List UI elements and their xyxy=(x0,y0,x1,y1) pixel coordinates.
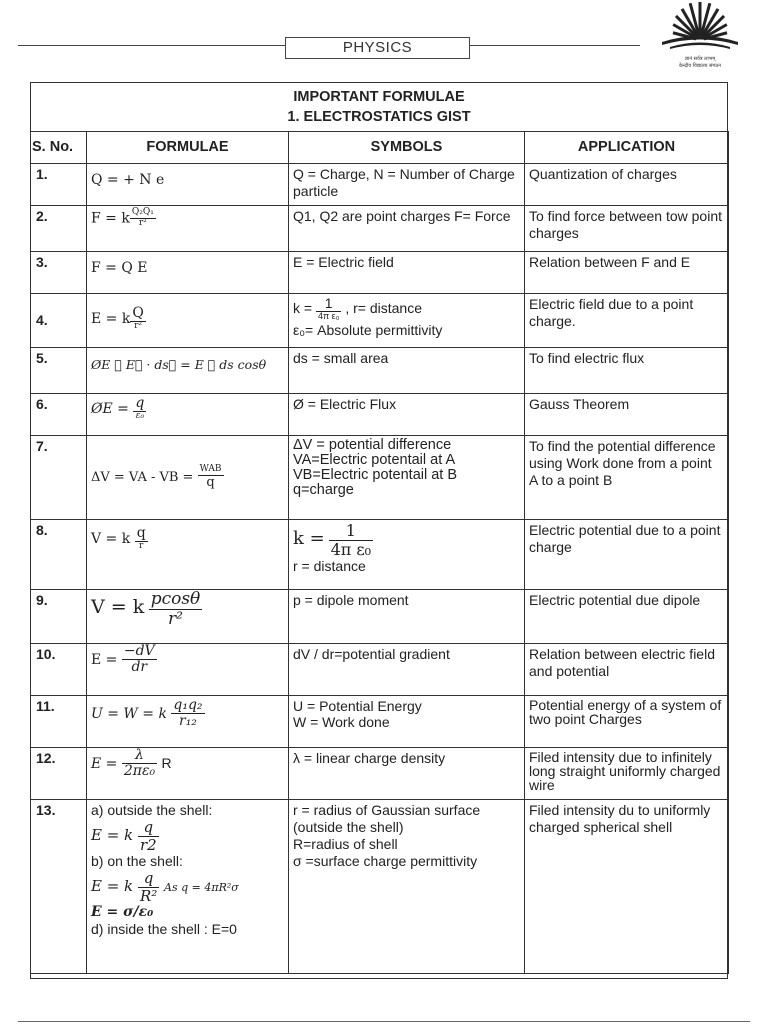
application-cell: Filed intensity due to infinitely long straight uniformly charged wire xyxy=(525,748,729,800)
row-number: 11. xyxy=(31,696,87,748)
sheet-title: IMPORTANT FORMULAE xyxy=(293,89,465,105)
formula-cell xyxy=(87,800,289,974)
part-a-lhs: E = k xyxy=(91,826,134,844)
formula-lhs: F = k xyxy=(91,210,130,227)
formula-numerator: WAB xyxy=(199,463,222,474)
part-b-label: b) on the shell: xyxy=(91,853,183,869)
table-row xyxy=(31,520,729,590)
formula-lhs: E = xyxy=(91,651,118,668)
symbols-k: k = xyxy=(293,527,325,549)
application-cell: To find electric flux xyxy=(525,348,729,394)
formula-denominator: q xyxy=(198,475,224,490)
formula-cell: ØE ∮ E⃗ · ds⃗ = E ∮ ds cosθ xyxy=(87,348,289,394)
formula-lhs: ΔV = VA - VB = xyxy=(91,470,194,485)
row-number: 3. xyxy=(31,252,87,294)
symbol-line: W = Work done xyxy=(293,714,390,730)
k-numerator: 1 xyxy=(345,521,356,540)
formula-denominator: dr xyxy=(122,659,157,675)
symbols-distance: r = distance xyxy=(293,558,366,575)
sheet-subtitle: 1. ELECTROSTATICS GIST xyxy=(287,109,471,125)
application-cell: Quantization of charges xyxy=(525,164,729,206)
part-c-formula: E = σ/ε₀ xyxy=(91,904,154,920)
formula-cell xyxy=(87,590,289,644)
part-a-denominator: r2 xyxy=(139,835,157,854)
formula-lhs: E = k xyxy=(91,311,131,328)
formula-cell: F = Q E xyxy=(87,252,289,294)
table-row xyxy=(31,394,729,436)
application-cell: Electric potential due to a point charge xyxy=(525,520,729,590)
footer-rule xyxy=(18,1021,750,1022)
symbol-line: r = radius of Gaussian surface (outside the shell) xyxy=(293,802,481,835)
symbols-cell xyxy=(289,696,525,748)
symbols-k: k = xyxy=(293,299,313,316)
row-number: 1. xyxy=(31,164,87,206)
table-header-row xyxy=(31,132,729,164)
symbols-cell: p = dipole moment xyxy=(289,590,525,644)
formula-cell: Q = + N e xyxy=(87,164,289,206)
table-row xyxy=(31,206,729,252)
formula-tail: R xyxy=(161,754,172,771)
part-b-lhs: E = k xyxy=(91,877,134,895)
formula-cell xyxy=(87,294,289,348)
symbols-cell: Q = Charge, N = Number of Charge particle xyxy=(289,164,525,206)
formula-numerator: Q xyxy=(132,305,144,321)
row-number: 5. xyxy=(31,348,87,394)
symbol-line: q=charge xyxy=(293,482,354,498)
formula-cell xyxy=(87,696,289,748)
application-cell: Potential energy of a system of two point Charges xyxy=(525,696,729,748)
symbols-cell xyxy=(289,436,525,520)
table-row xyxy=(31,294,729,348)
k-numerator: 1 xyxy=(324,295,333,311)
formula-cell xyxy=(87,436,289,520)
symbol-line: ΔV = potential difference xyxy=(293,437,452,453)
table-row xyxy=(31,696,729,748)
row-number: 7. xyxy=(31,436,87,520)
symbol-line: VB=Electric potentail at B xyxy=(293,467,458,483)
k-denominator: 4π ε₀ xyxy=(330,539,372,559)
table-row xyxy=(31,748,729,800)
row-number: 6. xyxy=(31,394,87,436)
formula-lhs: V = k xyxy=(91,596,145,619)
part-b-numerator: q xyxy=(143,869,154,887)
table-row xyxy=(31,644,729,696)
application-cell: Gauss Theorem xyxy=(525,394,729,436)
formula-numerator: λ xyxy=(135,747,144,763)
symbol-line: U = Potential Energy xyxy=(293,698,422,714)
application-cell: Relation between electric field and potential xyxy=(525,644,729,696)
formula-denominator: 2πε₀ xyxy=(123,763,156,780)
formula-denominator: r² xyxy=(130,218,156,229)
row-number: 4. xyxy=(31,294,87,348)
table-row xyxy=(31,164,729,206)
part-b-tail: As q = 4πR²σ xyxy=(164,881,239,894)
table-row xyxy=(31,436,729,520)
formula-lhs: V = k xyxy=(91,531,131,548)
col-header-symbols: SYMBOLS xyxy=(289,132,525,164)
symbol-line: R=radius of shell xyxy=(293,836,398,852)
symbols-cell: Q1, Q2 are point charges F= Force xyxy=(289,206,525,252)
formula-cell xyxy=(87,748,289,800)
col-header-application: APPLICATION xyxy=(525,132,729,164)
row-number: 2. xyxy=(31,206,87,252)
row-number: 9. xyxy=(31,590,87,644)
formula-cell xyxy=(87,520,289,590)
symbol-line: VA=Electric potentail at A xyxy=(293,452,456,468)
formula-numerator: Q₂Q₁ xyxy=(131,207,154,217)
application-cell: Electric potential due dipole xyxy=(525,590,729,644)
formula-lhs: ØE = xyxy=(91,401,129,418)
col-header-formulae: FORMULAE xyxy=(87,132,289,164)
formula-denominator: ε₀ xyxy=(133,411,146,422)
sheet-heading xyxy=(31,83,727,131)
formula-cell xyxy=(87,394,289,436)
formula-lhs: E = xyxy=(91,755,118,772)
symbols-cell: Ø = Electric Flux xyxy=(289,394,525,436)
symbols-cell: E = Electric field xyxy=(289,252,525,294)
formula-cell xyxy=(87,644,289,696)
org-name: केन्द्रीय विद्यालय संगठन xyxy=(678,63,722,69)
table-row xyxy=(31,348,729,394)
row-number: 13. xyxy=(31,800,87,974)
symbols-distance: , r= distance xyxy=(345,299,422,316)
formula-numerator: q xyxy=(136,525,146,541)
application-cell: Electric field due to a point charge. xyxy=(525,294,729,348)
part-a-label: a) outside the shell: xyxy=(91,802,213,818)
symbol-line: σ =surface charge permittivity xyxy=(293,853,478,869)
symbols-cell: ds = small area xyxy=(289,348,525,394)
table-row xyxy=(31,800,729,974)
row-number: 8. xyxy=(31,520,87,590)
table-row xyxy=(31,590,729,644)
formula-denominator: r² xyxy=(130,321,145,332)
formula-denominator: r xyxy=(135,541,148,552)
row-number: 12. xyxy=(31,748,87,800)
symbols-cell: dV / dr=potential gradient xyxy=(289,644,525,696)
formula-numerator: q xyxy=(135,395,145,411)
part-b-denominator: R² xyxy=(139,886,158,905)
application-cell: Filed intensity du to uniformly charged spherical shell xyxy=(525,800,729,974)
application-cell: Relation between F and E xyxy=(525,252,729,294)
org-motto: ज्ञानं सर्वत्र लाभम् xyxy=(684,56,716,62)
col-header-sno: S. No. xyxy=(31,132,87,164)
formula-numerator: pcosθ xyxy=(150,589,201,609)
application-cell: To find force between tow point charges xyxy=(525,206,729,252)
formula-denominator: r₁₂ xyxy=(171,713,204,729)
formula-cell xyxy=(87,206,289,252)
formula-sheet xyxy=(30,82,728,979)
symbols-cell xyxy=(289,294,525,348)
application-cell: To find the potential difference using Work done from a point A to a point B xyxy=(525,436,729,520)
symbols-permittivity: ε₀= Absolute permittivity xyxy=(293,322,443,339)
symbols-cell: λ = linear charge density xyxy=(289,748,525,800)
formula-denominator: r² xyxy=(149,609,203,629)
k-denominator: 4π ε₀ xyxy=(317,311,340,322)
formula-lhs: U = W = k xyxy=(91,705,167,722)
subject-label: PHYSICS xyxy=(285,37,470,59)
part-d-label: d) inside the shell : E=0 xyxy=(91,921,237,937)
symbols-cell xyxy=(289,800,525,974)
table-row xyxy=(31,252,729,294)
part-a-numerator: q xyxy=(143,818,154,836)
formula-numerator: q₁q₂ xyxy=(173,697,203,713)
formula-numerator: −dV xyxy=(123,643,155,659)
row-number: 10. xyxy=(31,644,87,696)
symbols-cell xyxy=(289,520,525,590)
formula-table xyxy=(30,131,729,974)
